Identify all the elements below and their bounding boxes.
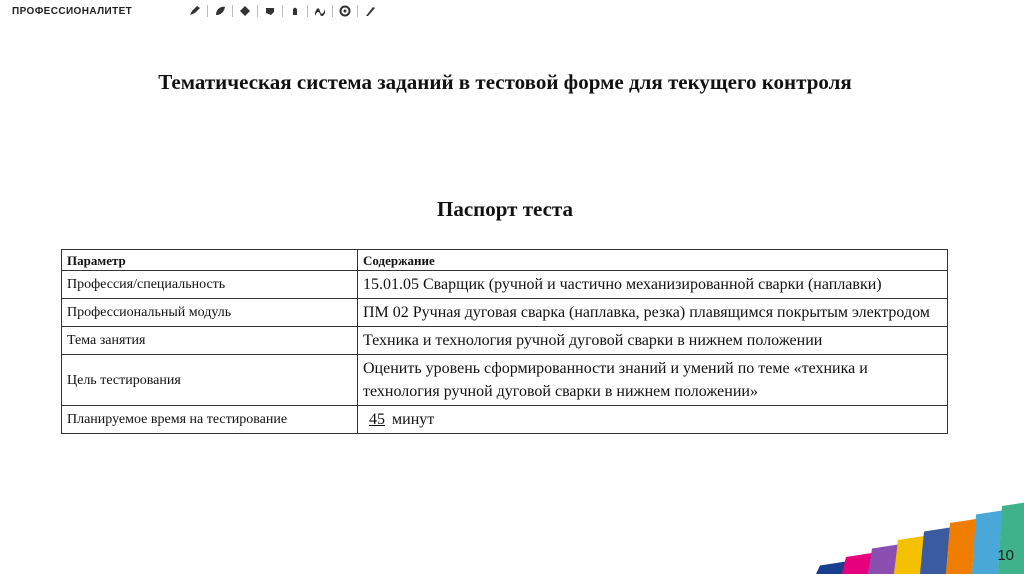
wrench-icon <box>363 5 377 17</box>
content-cell: Техника и технология ручной дуговой сварки в нижнем положении <box>358 327 948 355</box>
param-cell: Профессиональный модуль <box>62 299 358 327</box>
pencil-icon <box>188 5 202 17</box>
param-cell: Планируемое время на тестирование <box>62 406 358 434</box>
param-cell: Тема занятия <box>62 327 358 355</box>
content-cell: ПМ 02 Ручная дуговая сварка (наплавка, резка) плавящимся покрытым электродом <box>358 299 948 327</box>
table-header-row <box>62 250 948 271</box>
color-stripe <box>868 545 898 574</box>
separator <box>357 5 358 17</box>
table-row <box>62 327 948 355</box>
time-value: 45 <box>369 411 385 428</box>
color-stripe <box>920 528 950 574</box>
separator <box>332 5 333 17</box>
header-content: Содержание <box>358 250 948 271</box>
param-cell: Профессия/специальность <box>62 271 358 299</box>
color-stripe <box>842 553 872 574</box>
table-row <box>62 271 948 299</box>
content-cell: 15.01.05 Сварщик (ручной и частично механизированной сварки (наплавки) <box>358 271 948 299</box>
table-row <box>62 406 948 434</box>
palette-icon <box>238 5 252 17</box>
param-cell: Цель тестирования <box>62 355 358 406</box>
slide-subtitle: Паспорт теста <box>436 197 573 221</box>
color-stripe <box>894 536 924 574</box>
color-stripe <box>972 511 1002 574</box>
time-unit: минут <box>392 411 435 428</box>
separator <box>232 5 233 17</box>
brand-icons <box>188 5 377 17</box>
decorative-color-stripes <box>800 500 1024 574</box>
separator <box>257 5 258 17</box>
tree-icon <box>288 5 302 17</box>
table-row <box>62 299 948 327</box>
content-cell: Оценить уровень сформированности знаний и умений по теме «техника и технология ручной дуговой сварки в нижнем положении» <box>358 355 948 406</box>
test-passport-table <box>61 249 948 434</box>
target-icon <box>338 5 352 17</box>
color-stripe <box>946 519 976 574</box>
table-row <box>62 355 948 406</box>
separator <box>307 5 308 17</box>
brand-logo-text: ПРОФЕССИОНАЛИТЕТ <box>12 6 133 17</box>
content-cell <box>358 406 948 434</box>
separator <box>282 5 283 17</box>
separator <box>207 5 208 17</box>
color-stripe <box>816 562 846 574</box>
header-param: Параметр <box>62 250 358 271</box>
wave-icon <box>313 5 327 17</box>
gear-icon <box>263 5 277 17</box>
slide-title: Тематическая система заданий в тестовой форме для текущего контроля <box>158 70 852 94</box>
page-number: 10 <box>997 547 1014 564</box>
leaf-icon <box>213 5 227 17</box>
